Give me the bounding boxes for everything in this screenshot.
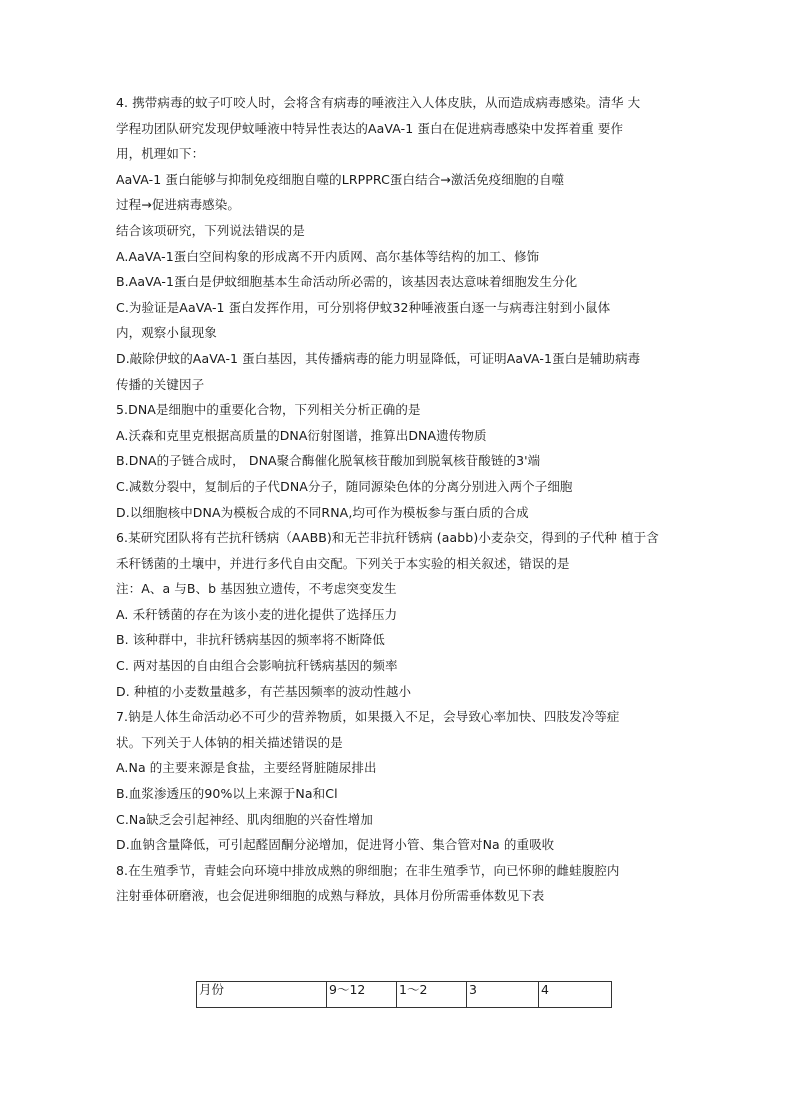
pituitary-month-table — [196, 981, 612, 1008]
q6-stem-line-2: 禾秆锈菌的土壤中，并进行多代自由交配。下列关于本实验的相关叙述，错误的是 — [116, 555, 570, 571]
q6-option-b: B. 该种群中，非抗秆锈病基因的频率将不断降低 — [116, 632, 385, 648]
q7-option-c: C.Na缺乏会引起神经、肌肉细胞的兴奋性增加 — [116, 811, 373, 827]
q4-option-c-line-1: C.为验证是AaVA-1 蛋白发挥作用，可分别将伊蚊32种唾液蛋白逐一与病毒注射到小鼠体 — [116, 299, 611, 315]
q5-option-b: B.DNA的子链合成时， DNA聚合酶催化脱氧核苷酸加到脱氧核苷酸链的3'端 — [116, 453, 541, 469]
q4-option-c-line-2: 内，观察小鼠现象 — [116, 325, 217, 341]
q5-option-c: C.减数分裂中，复制后的子代DNA分子，随同源染色体的分离分别进入两个子细胞 — [116, 478, 573, 494]
q8-stem-line-1: 8.在生殖季节，青蛙会向环境中排放成熟的卵细胞；在非生殖季节，向已怀卵的雌蛙腹腔内 — [116, 862, 620, 878]
q4-option-d-line-1: D.敲除伊蚊的AaVA-1 蛋白基因，其传播病毒的能力明显降低，可证明AaVA-1蛋白是辅助病毒 — [116, 350, 641, 366]
q6-stem-line-1: 6.某研究团队将有芒抗秆锈病（AABB)和无芒非抗秆锈病 (aabb)小麦杂交，得到的子代种 植于含 — [116, 530, 659, 546]
q6-option-c: C. 两对基因的自由组合会影响抗秆锈病基因的频率 — [116, 658, 398, 674]
q7-option-d: D.血钠含量降低，可引起醛固酮分泌增加，促进肾小管、集合管对Na 的重吸收 — [116, 837, 555, 853]
q4-question: 结合该项研究，下列说法错误的是 — [116, 222, 306, 238]
q4-stem-line-3: 用，机理如下： — [116, 146, 205, 162]
q8-stem-line-2: 注射垂体研磨液，也会促进卵细胞的成熟与释放，具体月份所需垂体数见下表 — [116, 888, 545, 904]
document-body — [116, 90, 716, 909]
q7-stem-line-1: 7.钠是人体生命活动必不可少的营养物质，如果摄入不足，会导致心率加快、四肢发冷等症 — [116, 709, 620, 725]
table-header-cell: 月份 — [197, 982, 327, 1008]
table-row — [197, 982, 612, 1008]
q5-stem: 5.DNA是细胞中的重要化合物，下列相关分析正确的是 — [116, 402, 421, 418]
q4-stem-line-1: 4. 携带病毒的蚊子叮咬人时，会将含有病毒的唾液注入人体皮肤，从而造成病毒感染。清华 大 — [116, 95, 641, 110]
q7-option-b: B.血浆渗透压的90%以上来源于Na和Cl — [116, 786, 338, 802]
q6-option-d: D. 种植的小麦数量越多，有芒基因频率的波动性越小 — [116, 683, 412, 699]
table-header-cell: 9～12 — [327, 982, 397, 1008]
q5-option-d: D.以细胞核中DNA为模板合成的不同RNA,均可作为模板参与蛋白质的合成 — [116, 504, 529, 520]
q4-option-a: A.AaVA-1蛋白空间构象的形成离不开内质网、高尔基体等结构的加工、修饰 — [116, 248, 540, 264]
q4-mechanism-line-2: 过程→促进病毒感染。 — [116, 197, 240, 213]
q7-stem-line-2: 状。下列关于人体钠的相关描述错误的是 — [116, 734, 343, 750]
table-header-cell: 3 — [467, 982, 539, 1008]
q7-option-a: A.Na 的主要来源是食盐，主要经肾脏随尿排出 — [116, 760, 377, 776]
q6-note: 注：A、a 与B、b 基因独立遗传，不考虑突变发生 — [116, 581, 397, 597]
table-header-cell: 1～2 — [397, 982, 467, 1008]
q5-option-a: A.沃森和克里克根据高质量的DNA衍射图谱，推算出DNA遗传物质 — [116, 427, 487, 443]
q4-option-b: B.AaVA-1蛋白是伊蚊细胞基本生命活动所必需的，该基因表达意味着细胞发生分化 — [116, 274, 578, 290]
q6-option-a: A. 禾秆锈菌的存在为该小麦的进化提供了选择压力 — [116, 606, 398, 622]
q4-stem-line-2: 学程功团队研究发现伊蚊唾液中特异性表达的AaVA-1 蛋白在促进病毒感染中发挥着重 要作 — [116, 120, 624, 136]
q4-option-d-line-2: 传播的关键因子 — [116, 376, 205, 392]
q4-mechanism-line-1: AaVA-1 蛋白能够与抑制免疫细胞自噬的LRPPRC蛋白结合→激活免疫细胞的自噬 — [116, 171, 565, 187]
table-header-cell: 4 — [539, 982, 612, 1008]
